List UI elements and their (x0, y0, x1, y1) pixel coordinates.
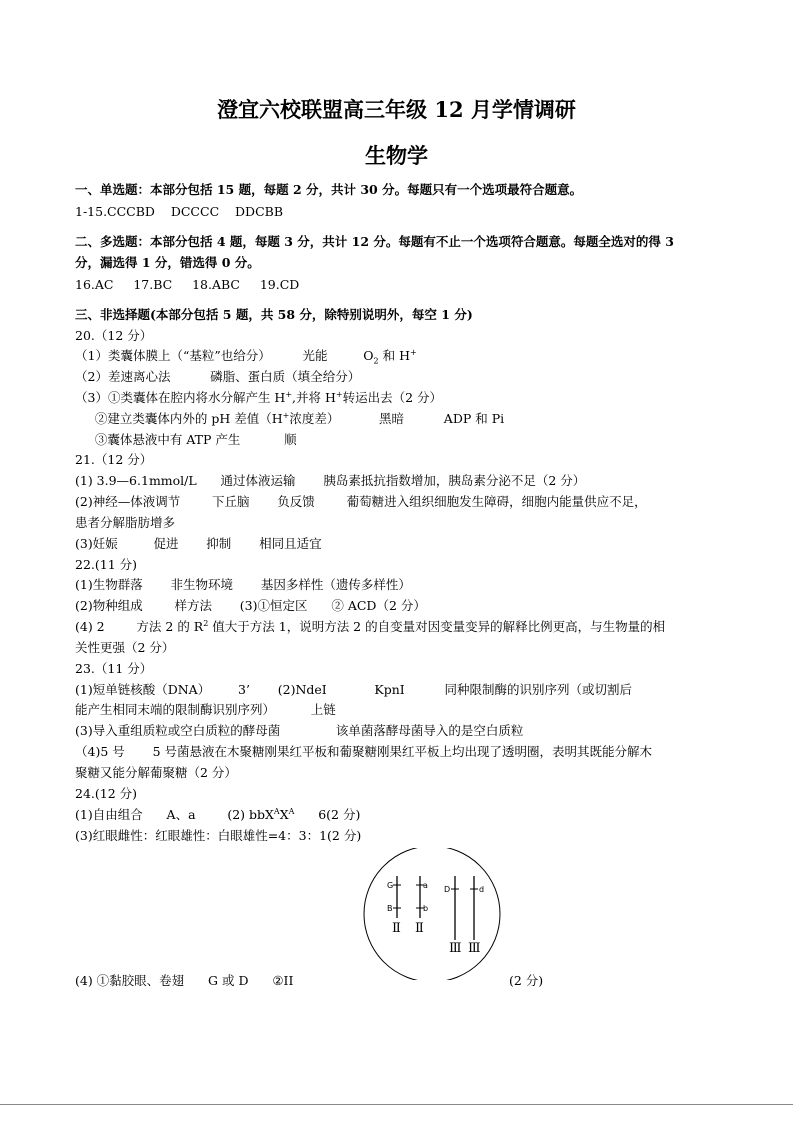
section2-header-cont: 分，漏选得 1 分，错选得 0 分。 (75, 255, 260, 270)
q24-head: 24.(12 分) (75, 786, 138, 801)
q22-line3: (4) 2 方法 2 的 $R^2$ 值大于方法 1，说明方法 2 的自变量对因变量变异的解释比例更高，与生物量的相 (75, 618, 666, 634)
label-d: d (479, 885, 485, 894)
q21-line4: (3)妊娠 促进 抑制 相同且适宜 (75, 536, 322, 551)
q23-line3: (3)导入重组质粒或空白质粒的酵母菌 该单菌落酵母菌导入的是空白质粒 (75, 723, 524, 738)
section3-header: 三、非选择题(本部分包括 5 题，共 58 分，除特别说明外，每空 1 分) (75, 307, 473, 322)
q21-line2: (2)神经—体液调节 下丘脑 负反馈 葡萄糖进入组织细胞发生障碍，细胞内能量供应不足， (75, 494, 647, 509)
label-D: D (444, 885, 451, 894)
q23-line1: (1)短单链核酸（DNA） 3’ (2)NdeI KpnI 同种限制酶的识别序列（或切割后 (75, 682, 632, 697)
q21-line1: (1) 3.9—6.1mmol/L 通过体液运输 胰岛素抵抗指数增加，胰岛素分泌不足（2 分） (75, 473, 586, 488)
label-II-right: Ⅱ (415, 921, 424, 936)
q21-line3: 患者分解脂肪增多 (75, 515, 176, 530)
section1-answers: 1-15.CCCBD DCCCC DDCBB (75, 204, 284, 219)
section2-answers: 16.AC 17.BC 18.ABC 19.CD (75, 277, 300, 292)
q22-line1: (1)生物群落 非生物环境 基因多样性（遗传多样性） (75, 577, 411, 592)
cell-outline (364, 848, 500, 980)
q20-line4: ②建立类囊体内外的 pH 差值（H+浓度差） 黑暗 ADP 和 Pi (75, 410, 505, 426)
footer-divider (0, 1104, 793, 1105)
q22-line4: 关性更强（2 分） (75, 640, 175, 655)
page-subtitle: 生物学 (365, 143, 428, 168)
label-B: B (387, 904, 393, 913)
label-a: a (423, 881, 428, 890)
q20-line5: ③囊体悬液中有 ATP 产生 顺 (75, 432, 297, 447)
q24-line2: (3)红眼雌性：红眼雄性：白眼雄性=4：3：1(2 分) (75, 828, 362, 843)
label-II-left: Ⅱ (392, 921, 401, 936)
q21-head: 21.（12 分） (75, 452, 153, 467)
section1-header: 一、单选题：本部分包括 15 题，每题 2 分，共计 30 分。每题只有一个选项最符合题意。 (75, 182, 583, 197)
chromosome-diagram (362, 848, 502, 980)
q24-line3: (4) ①黏胶眼、卷翅 G 或 D ②II (75, 973, 294, 988)
page-title: 澄宜六校联盟高三年级 12 月学情调研 (217, 97, 576, 122)
q20-line2: （2）差速离心法 磷脂、蛋白质（填全给分） (75, 369, 361, 384)
section2-header: 二、多选题：本部分包括 4 题，每题 3 分，共计 12 分。每题有不止一个选项符合题意。每题全选对的得 3 (75, 234, 674, 249)
label-b: b (423, 904, 429, 913)
q23-head: 23.（11 分） (75, 661, 153, 676)
q24-line1: (1)自由组合 A、a (2) $bbX^AX^A$ 6(2 分) (75, 806, 361, 822)
label-III-left: Ⅲ (449, 941, 462, 956)
q23-line4: （4)5 号 5 号菌悬液在木聚糖刚果红平板和葡聚糖刚果红平板上均出现了透明圈，表明其既能分解木 (75, 744, 652, 759)
q20-head: 20.（12 分） (75, 328, 153, 343)
label-G: G (387, 881, 394, 890)
q24-line3-score: (2 分) (509, 973, 544, 988)
label-III-right: Ⅲ (468, 941, 481, 956)
q20-line1: （1）类囊体膜上（“基粒”也给分） 光能 $O_2$ 和 H+ (75, 347, 417, 366)
q23-line2: 能产生相同末端的限制酶识别序列） 上链 (75, 702, 336, 717)
q22-line2: (2)物种组成 样方法 (3)①恒定区 ② ACD（2 分） (75, 598, 426, 613)
q23-line5: 聚糖又能分解葡聚糖（2 分） (75, 765, 237, 780)
q20-line3: （3）①类囊体在腔内将水分解产生 H+,并将 H+转运出去（2 分） (75, 389, 443, 405)
q22-head: 22.(11 分) (75, 557, 138, 572)
